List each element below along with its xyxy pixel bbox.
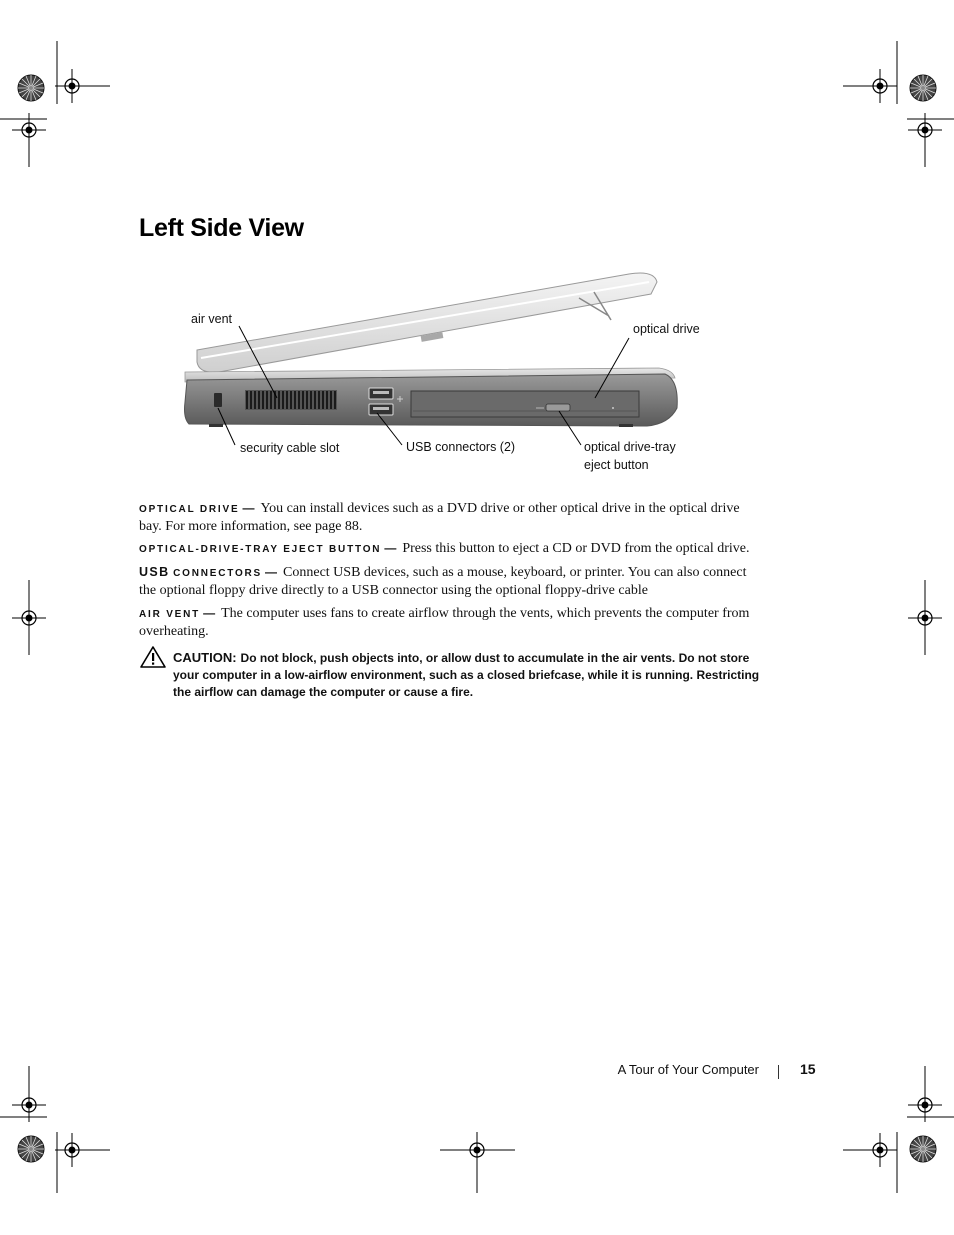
footer-section-title: A Tour of Your Computer xyxy=(617,1062,759,1077)
text-optical-drive: You can install devices such as a DVD drive or other optical drive in the optical drive bay. For more information, see page 88. xyxy=(139,501,740,534)
term-usb: USB xyxy=(139,565,170,579)
term-air-vent: AIR VENT xyxy=(139,609,201,620)
callout-optical-drive: optical drive xyxy=(633,322,700,336)
caution-label: CAUTION: xyxy=(173,650,237,665)
page-title: Left Side View xyxy=(139,214,304,242)
term-connectors: CONNECTORS xyxy=(173,568,263,579)
term-eject-button: OPTICAL-DRIVE-TRAY EJECT BUTTON xyxy=(139,544,382,555)
footer-divider xyxy=(778,1065,779,1079)
page-number: 15 xyxy=(800,1061,816,1077)
callout-eject-line-1: optical drive-tray xyxy=(584,440,676,454)
description-eject-button: OPTICAL-DRIVE-TRAY EJECT BUTTON — Press this button to eject a CD or DVD from the optical drive. xyxy=(139,541,750,556)
text-usb-connectors: Connect USB devices, such as a mouse, keyboard, or printer. You can also connect the optional floppy drive directly to a USB connector using the optional floppy-drive cable xyxy=(139,565,747,598)
callout-usb-connectors: USB connectors (2) xyxy=(406,440,516,454)
callout-air-vent: air vent xyxy=(191,312,232,326)
callout-security-cable-slot: security cable slot xyxy=(240,441,340,455)
text-eject-button: Press this button to eject a CD or DVD from the optical drive. xyxy=(402,541,750,556)
laptop-left-side-figure xyxy=(139,268,759,483)
caution-text xyxy=(173,649,763,701)
description-air-vent: AIR VENT — The computer uses fans to create airflow through the vents, which prevents the computer from overheating. xyxy=(139,606,750,639)
text-air-vent: The computer uses fans to create airflow through the vents, which prevents the computer from overheating. xyxy=(139,606,750,639)
callout-eject-button xyxy=(584,438,676,474)
callout-eject-line-2: eject button xyxy=(584,458,649,472)
page-footer xyxy=(600,1061,820,1083)
warning-triangle-icon xyxy=(139,645,167,669)
description-optical-drive: OPTICAL DRIVE — You can install devices such as a DVD drive or other optical drive in the optical drive bay. For more information, see page 88. xyxy=(139,501,740,534)
term-optical-drive: OPTICAL DRIVE xyxy=(139,504,240,515)
description-usb-connectors: USB CONNECTORS — Connect USB devices, such as a mouse, keyboard, or printer. You can also connect the optional floppy drive directly to a USB connector using the optional floppy-drive cable xyxy=(139,565,747,598)
caution-body: Do not block, push objects into, or allow dust to accumulate in the air vents. Do not store your computer in a low-airflow environment, such as a closed briefcase, while it is running. Restricting the airflow can damage the computer or cause a fire. xyxy=(173,651,760,699)
